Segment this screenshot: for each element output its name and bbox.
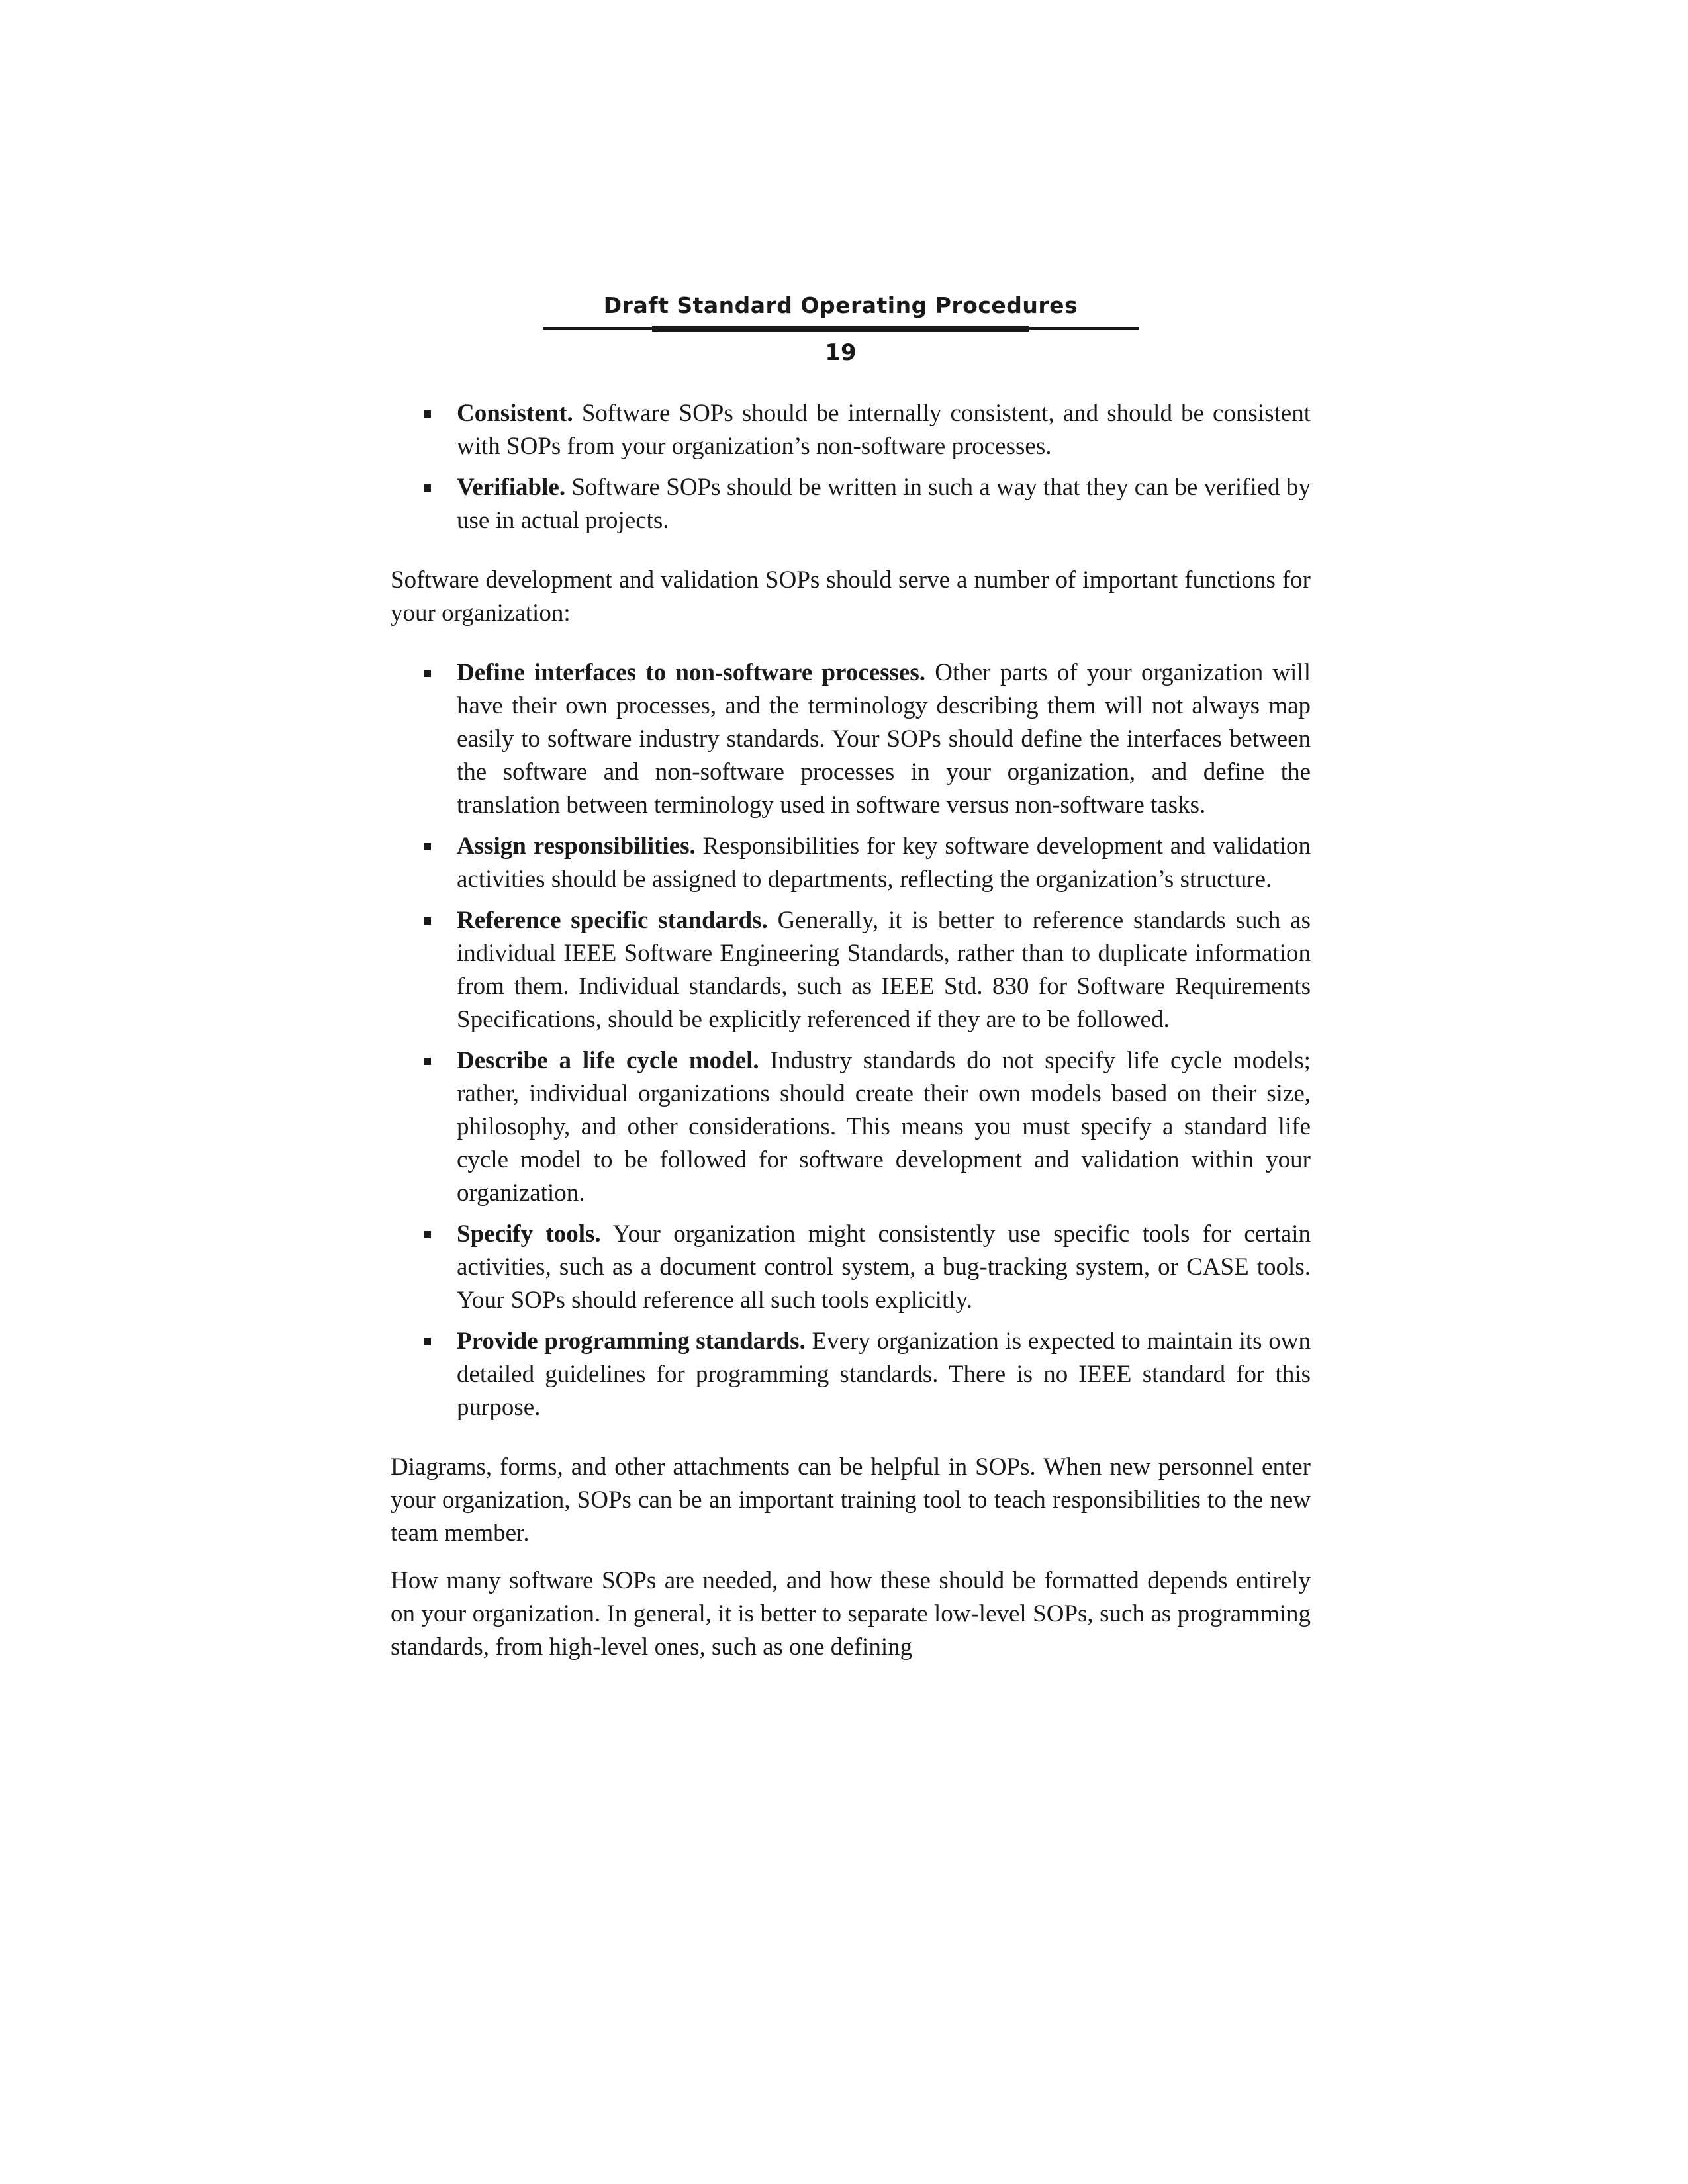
bullet-lead: Reference specific standards. [457,907,768,934]
list-item [457,1325,1311,1424]
paragraph-functions: Software development and validation SOPs should serve a number of important functions for your organization: [391,567,1311,627]
list-item [457,471,1311,537]
bullet-lead: Assign responsibilities. [457,833,696,860]
list-item [457,904,1311,1036]
page-body [391,397,1311,1664]
bullet-text: Responsibilities for key software development and validation activities should be assigned to departments, reflecting the organization’s structure. [457,833,1311,893]
list-item [457,657,1311,822]
paragraph-how-many: How many software SOPs are needed, and how these should be formatted depends entirely on your organization. In general, it is better to separate low-level SOPs, such as programming standards, from high-level ones, such as one defining [391,1567,1311,1661]
header-rule-thick [652,326,1029,332]
running-header-title: Draft Standard Operating Procedures [603,293,1078,318]
bullet-text: Every organization is expected to maintain its own detailed guidelines for programming standards. There is no IEEE standard for this purpose. [457,1328,1311,1421]
paragraph-diagrams: Diagrams, forms, and other attachments can be helpful in SOPs. When new personnel enter your organization, SOPs can be an important training tool to teach responsibilities to the new team member. [391,1453,1311,1547]
bullet-lead: Define interfaces to non-software processes. [457,659,926,686]
list-item [457,397,1311,463]
bullet-text: Other parts of your organization will have their own processes, and the terminology describing them will not always map easily to software industry standards. Your SOPs should define the interfaces between the software and non-software processes in your organization, and define the translation between terminology used in software versus non-software tasks. [457,659,1311,819]
list-item [457,830,1311,896]
bullet-text: Your organization might consistently use specific tools for certain activities, such as a document control system, a bug-tracking system, or CASE tools. Your SOPs should reference all such tools explicitly. [457,1220,1311,1314]
bullet-text: Software SOPs should be written in such a way that they can be verified by use in actual projects. [457,474,1311,534]
bullet-lead: Consistent. [457,400,573,427]
bullet-lead: Describe a life cycle model. [457,1047,759,1074]
page-number: 19 [825,340,857,366]
bullet-text: Industry standards do not specify life cycle models; rather, individual organizations should create their own models based on their size, philosophy, and other considerations. This means you must specify a standard life cycle model to be followed for software development and validation within your organization. [457,1047,1311,1206]
bullet-list-qualities [391,397,1311,537]
bullet-text: Generally, it is better to reference standards such as individual IEEE Software Engineering Standards, rather than to duplicate information from them. Individual standards, such as IEEE Std. 830 for Software Requirements Specifications, should be explicitly referenced if they are to be followed. [457,907,1311,1033]
bullet-lead: Specify tools. [457,1220,601,1248]
bullet-lead: Provide programming standards. [457,1328,806,1355]
bullet-list-functions [391,657,1311,1424]
bullet-text: Software SOPs should be internally consistent, and should be consistent with SOPs from your organization’s non-software processes. [457,400,1311,460]
list-item [457,1044,1311,1210]
bullet-lead: Verifiable. [457,474,566,501]
list-item [457,1218,1311,1317]
running-header [543,291,1139,371]
